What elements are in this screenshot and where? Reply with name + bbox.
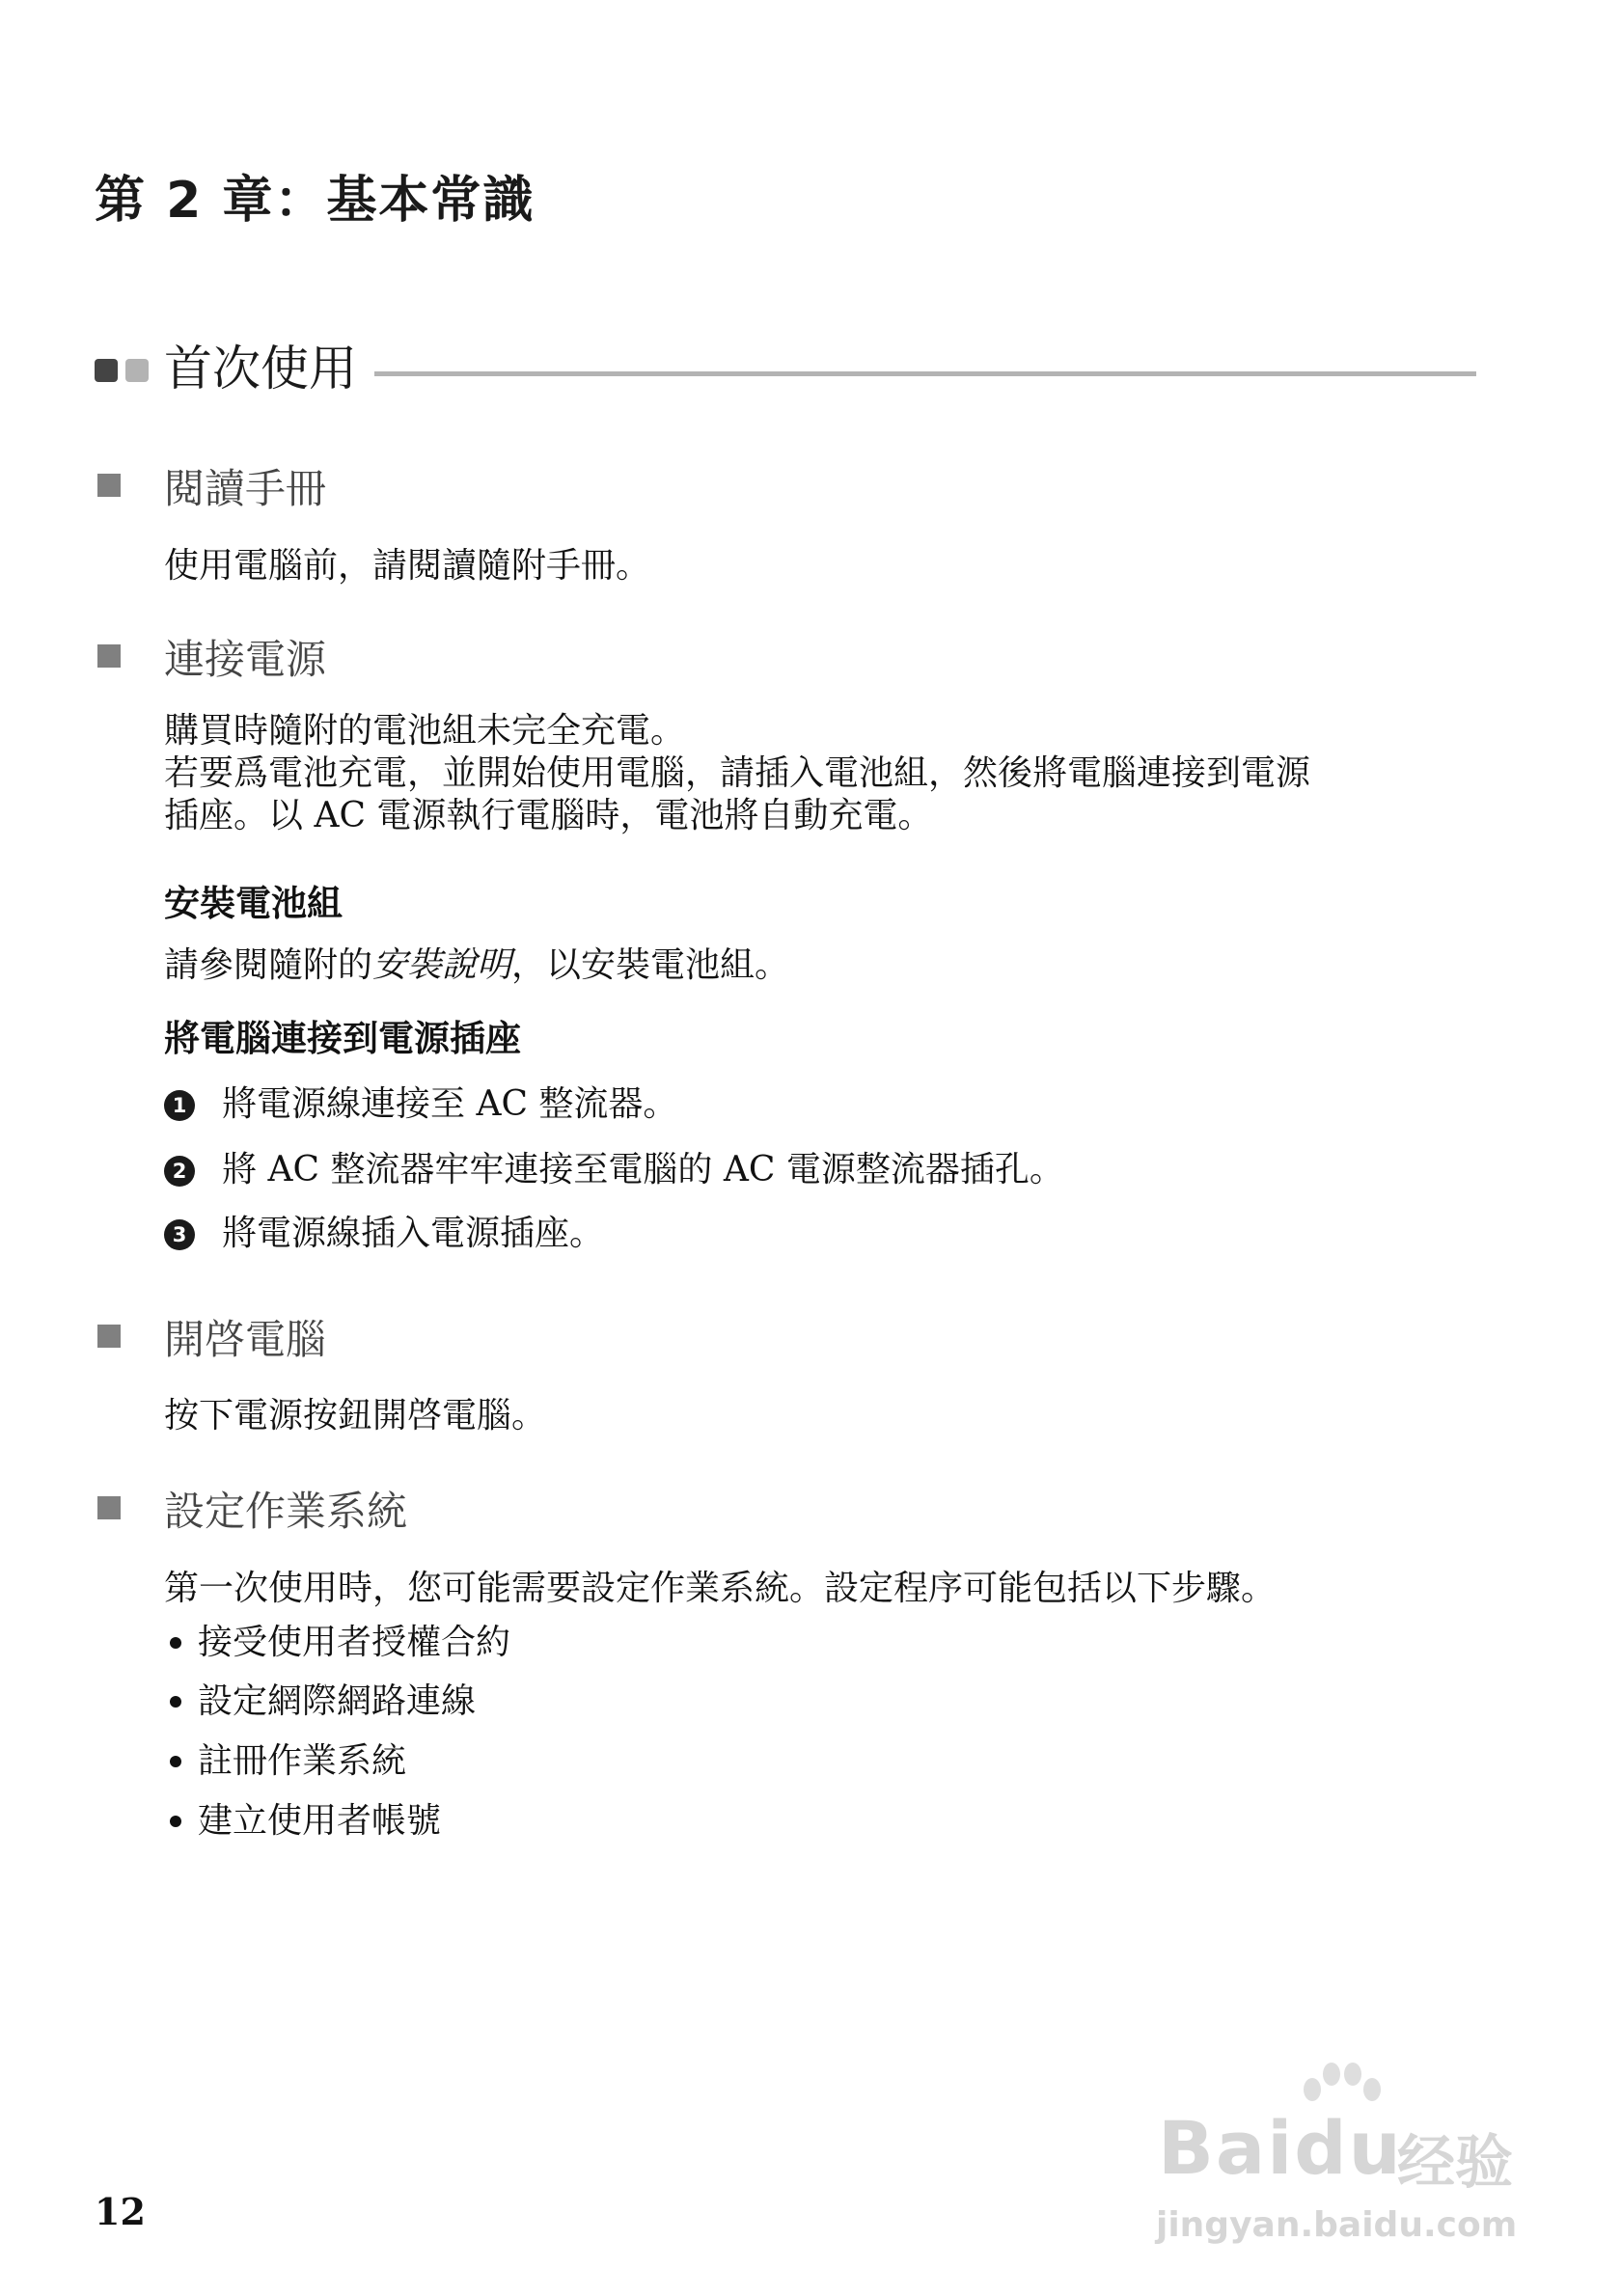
watermark-url: jingyan.baidu.com bbox=[1156, 2205, 1518, 2245]
section-header bbox=[95, 340, 1476, 397]
step-1-text: 將電源線連接至 AC 整流器。 bbox=[222, 1084, 678, 1124]
connect-outlet-heading: 將電腦連接到電源插座 bbox=[164, 1018, 521, 1059]
connect-power-text-2: 若要爲電池充電，並開始使用電腦，請插入電池組，然後將電腦連接到電源 bbox=[164, 753, 1311, 793]
step-2-number-icon: 2 bbox=[164, 1156, 195, 1187]
install-battery-heading: 安裝電池組 bbox=[164, 883, 343, 924]
power-on-text: 按下電源按鈕開啓電腦。 bbox=[164, 1396, 547, 1435]
install-text-after: ，以安裝電池組。 bbox=[511, 945, 790, 985]
connect-power-text-3: 插座。以 AC 電源執行電腦時，電池將自動充電。 bbox=[164, 796, 933, 835]
subheading-power-on: 開啓電腦 bbox=[164, 1316, 327, 1363]
step-1-number-icon: 1 bbox=[164, 1090, 195, 1121]
page-number: 12 bbox=[95, 2190, 146, 2233]
watermark-logo: Baidu bbox=[1158, 2105, 1403, 2191]
read-manual-text: 使用電腦前，請閱讀隨附手冊。 bbox=[164, 546, 651, 586]
square-bullet-icon bbox=[97, 474, 121, 497]
square-bullet-icon bbox=[97, 644, 121, 668]
bullet-dot-icon bbox=[170, 1696, 181, 1708]
list-item-1: 接受使用者授權合約 bbox=[198, 1623, 511, 1662]
section-marker-dark bbox=[95, 359, 118, 382]
install-guide-reference: 安裝說明 bbox=[372, 945, 512, 985]
bullet-dot-icon bbox=[170, 1637, 181, 1649]
list-item-4: 建立使用者帳號 bbox=[198, 1801, 442, 1841]
section-title: 首次使用 bbox=[164, 341, 357, 396]
step-3-text: 將電源線插入電源插座。 bbox=[222, 1214, 605, 1253]
chapter-title: 第 2 章：基本常識 bbox=[95, 172, 536, 230]
watermark-logo-suffix: 经验 bbox=[1397, 2129, 1513, 2197]
step-3-number-icon: 3 bbox=[164, 1219, 195, 1250]
install-text-before: 請參閱隨附的 bbox=[164, 945, 373, 985]
setup-os-text: 第一次使用時，您可能需要設定作業系統。設定程序可能包括以下步驟。 bbox=[164, 1569, 1277, 1608]
connect-power-text-1: 購買時隨附的電池組未完全充電。 bbox=[164, 711, 686, 751]
baidu-watermark bbox=[1148, 2055, 1553, 2248]
subheading-setup-os: 設定作業系統 bbox=[164, 1488, 408, 1535]
step-2-text: 將 AC 整流器牢牢連接至電腦的 AC 電源整流器插孔。 bbox=[222, 1150, 1064, 1189]
section-rule bbox=[374, 371, 1476, 376]
subheading-connect-power: 連接電源 bbox=[164, 636, 327, 683]
subheading-read-manual: 閱讀手冊 bbox=[164, 465, 327, 512]
square-bullet-icon bbox=[97, 1325, 121, 1348]
square-bullet-icon bbox=[97, 1496, 121, 1519]
list-item-2: 設定網際網路連線 bbox=[198, 1681, 477, 1721]
list-item-3: 註冊作業系統 bbox=[198, 1741, 407, 1781]
section-marker-light bbox=[125, 359, 149, 382]
install-battery-text bbox=[164, 940, 789, 992]
bullet-dot-icon bbox=[170, 1816, 181, 1827]
bullet-dot-icon bbox=[170, 1756, 181, 1767]
